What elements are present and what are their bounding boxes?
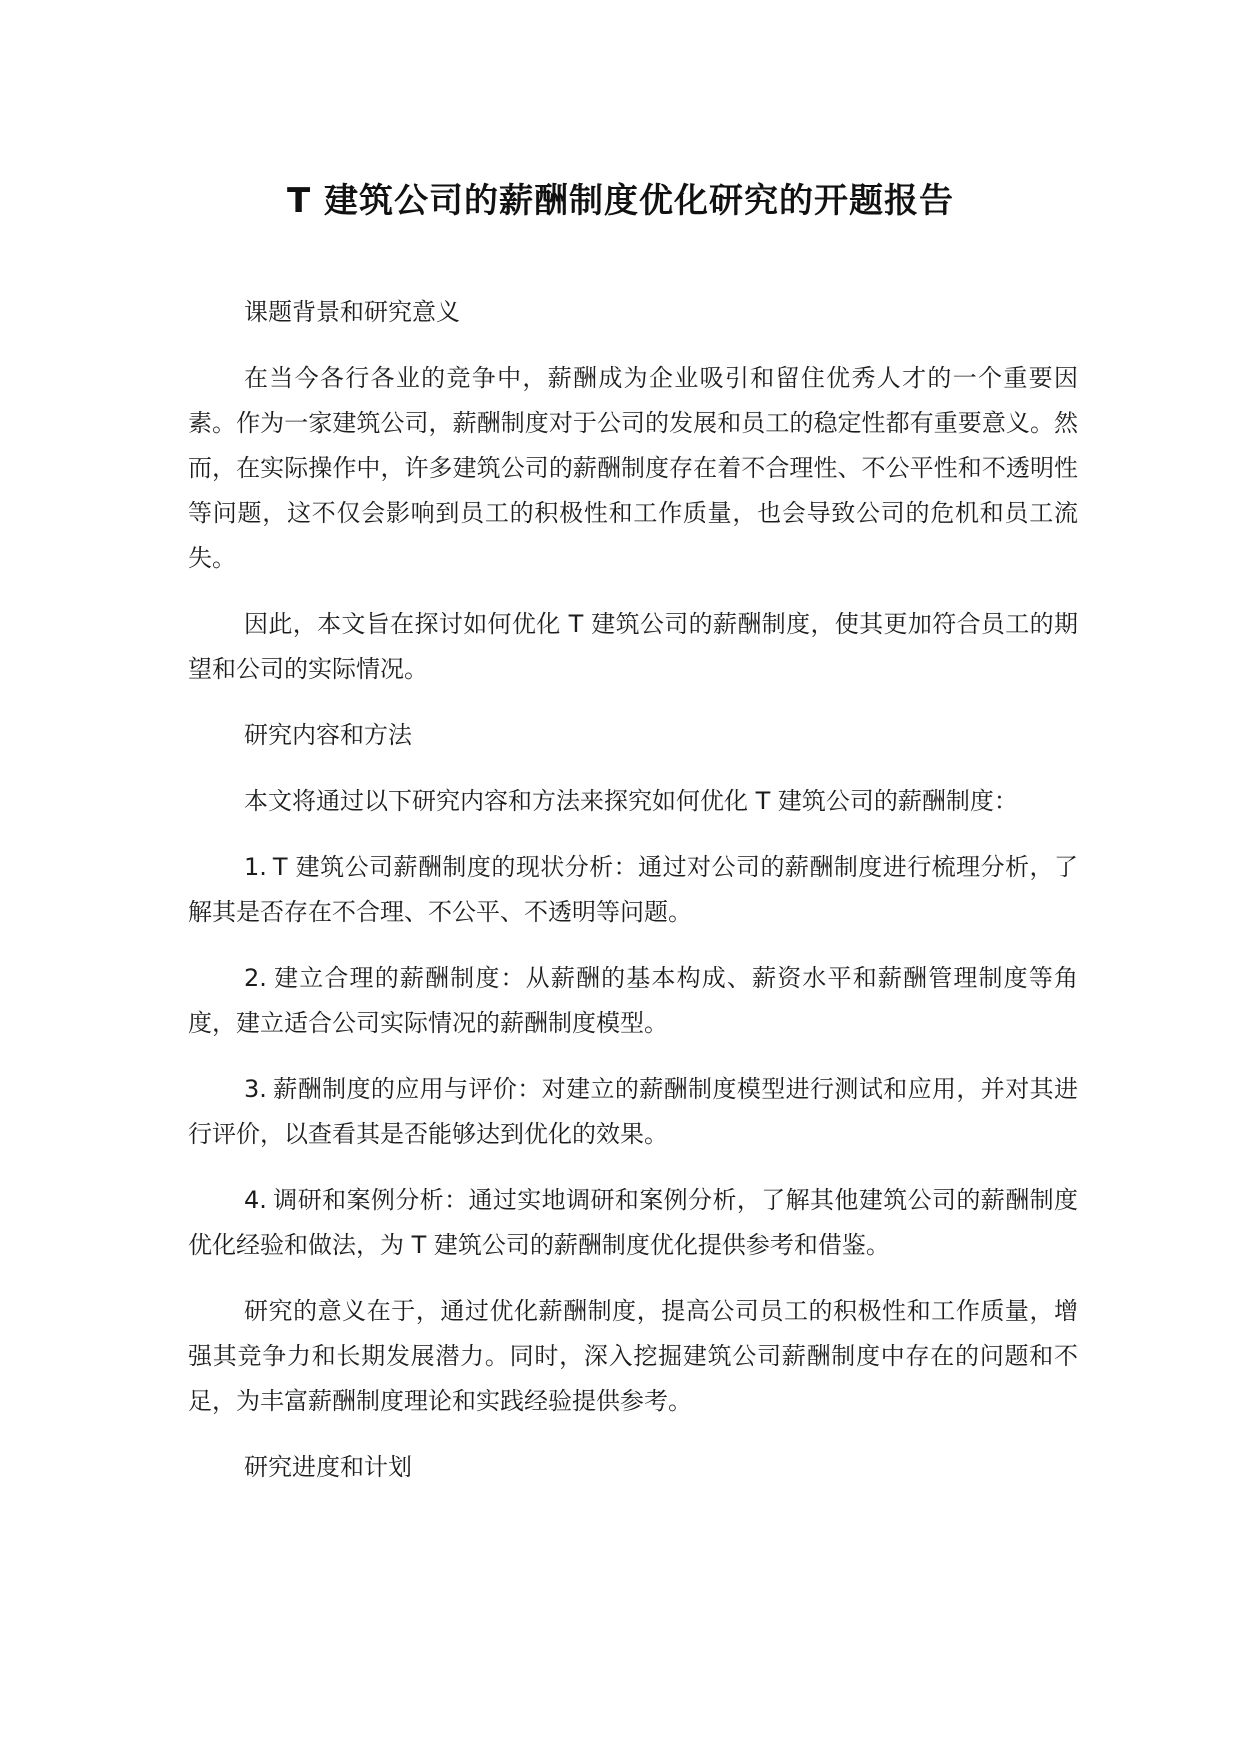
list-item-text: T 建筑公司薪酬制度的现状分析：通过对公司的薪酬制度进行梳理分析，了解其是否存在不合理、不公平、不透明等问题。 xyxy=(188,853,1078,926)
list-item-2 xyxy=(188,956,1078,1046)
list-item-3 xyxy=(188,1067,1078,1157)
list-item-1 xyxy=(188,845,1078,935)
list-item-4 xyxy=(188,1178,1078,1268)
list-item-number: 1. xyxy=(244,853,267,881)
list-item-number: 3. xyxy=(244,1075,267,1103)
section-heading-progress: 研究进度和计划 xyxy=(244,1453,412,1481)
section-heading-methods: 研究内容和方法 xyxy=(244,721,412,749)
paragraph-background-1: 在当今各行各业的竞争中，薪酬成为企业吸引和留住优秀人才的一个重要因素。作为一家建筑公司，薪酬制度对于公司的发展和员工的稳定性都有重要意义。然而，在实际操作中，许多建筑公司的薪酬制度存在着不合理性、不公平性和不透明性等问题，这不仅会影响到员工的积极性和工作质量，也会导致公司的危机和员工流失。 xyxy=(188,364,1078,572)
paragraph-methods-intro: 本文将通过以下研究内容和方法来探究如何优化 T 建筑公司的薪酬制度： xyxy=(244,787,1018,815)
document-title: T 建筑公司的薪酬制度优化研究的开题报告 xyxy=(286,181,955,221)
list-item-number: 4. xyxy=(244,1186,267,1214)
paragraph-significance: 研究的意义在于，通过优化薪酬制度，提高公司员工的积极性和工作质量，增强其竞争力和长期发展潜力。同时，深入挖掘建筑公司薪酬制度中存在的问题和不足，为丰富薪酬制度理论和实践经验提供参考。 xyxy=(188,1297,1078,1415)
list-item-text: 调研和案例分析：通过实地调研和案例分析，了解其他建筑公司的薪酬制度优化经验和做法，为 T 建筑公司的薪酬制度优化提供参考和借鉴。 xyxy=(188,1186,1078,1259)
list-item-text: 薪酬制度的应用与评价：对建立的薪酬制度模型进行测试和应用，并对其进行评价，以查看其是否能够达到优化的效果。 xyxy=(188,1075,1078,1148)
list-item-number: 2. xyxy=(244,964,267,992)
section-heading-background: 课题背景和研究意义 xyxy=(244,298,460,326)
list-item-text: 建立合理的薪酬制度：从薪酬的基本构成、薪资水平和薪酬管理制度等角度，建立适合公司实际情况的薪酬制度模型。 xyxy=(188,964,1078,1037)
document-body xyxy=(188,290,1078,1511)
paragraph-background-2: 因此，本文旨在探讨如何优化 T 建筑公司的薪酬制度，使其更加符合员工的期望和公司的实际情况。 xyxy=(188,610,1078,683)
